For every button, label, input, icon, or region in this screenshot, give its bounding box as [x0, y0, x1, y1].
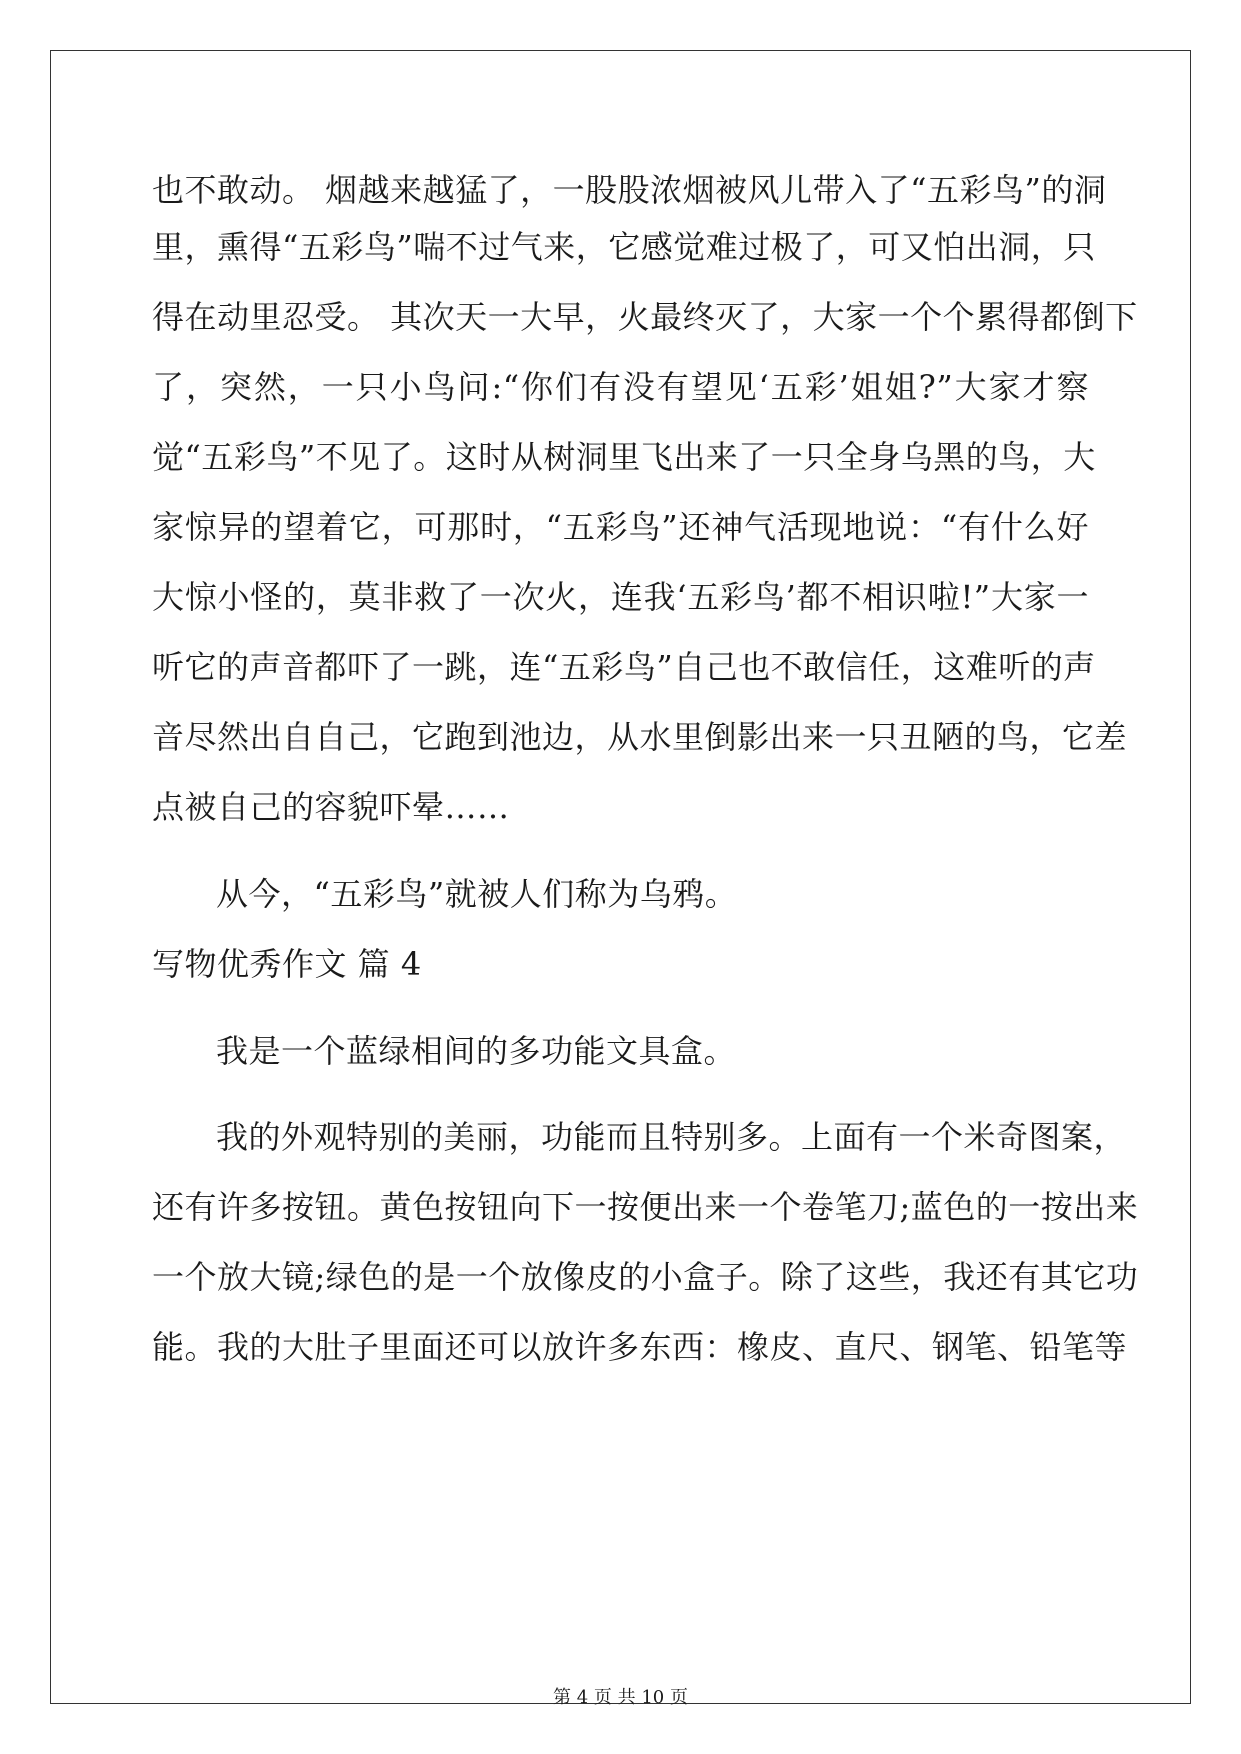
- page-number: 第 4 页 共 10 页: [553, 1687, 688, 1708]
- text-line: 点被自己的容貌吓晕……: [152, 788, 510, 826]
- paragraph-line: 我的外观特别的美丽，功能而且特别多。上面有一个米奇图案，: [216, 1118, 1127, 1156]
- text-line: 了，突然，一只小鸟问:“你们有没有望见‘五彩’姐姐?”大家才察: [152, 368, 1089, 406]
- text-line: 大惊小怪的，莫非救了一次火，连我‘五彩鸟’都不相识啦!”大家一: [152, 578, 1089, 616]
- text-line: 也不敢动。 烟越来越猛了，一股股浓烟被风儿带入了“五彩鸟”的洞: [152, 171, 1107, 209]
- text-line: 觉“五彩鸟”不见了。这时从树洞里飞出来了一只全身乌黑的鸟，大: [152, 438, 1096, 476]
- text-line: 里，熏得“五彩鸟”喘不过气来，它感觉难过极了，可又怕出洞，只: [152, 228, 1096, 266]
- text-line: 音尽然出自自己，它跑到池边，从水里倒影出来一只丑陋的鸟，它差: [152, 718, 1128, 756]
- text-line: 得在动里忍受。 其次天一大早，火最终灭了，大家一个个累得都倒下: [152, 298, 1138, 336]
- section-heading: 写物优秀作文 篇 4: [152, 945, 422, 983]
- text-line: 听它的声音都吓了一跳，连“五彩鸟”自己也不敢信任，这难听的声: [152, 648, 1096, 686]
- paragraph-line: 我是一个蓝绿相间的多功能文具盒。: [216, 1032, 737, 1070]
- text-line: 还有许多按钮。黄色按钮向下一按便出来一个卷笔刀;蓝色的一按出来: [152, 1188, 1139, 1226]
- text-line: 家惊异的望着它，可那时，“五彩鸟”还神气活现地说：“有什么好: [152, 508, 1089, 546]
- text-line: 一个放大镜;绿色的是一个放像皮的小盒子。除了这些，我还有其它功: [152, 1258, 1139, 1296]
- paragraph-line: 从今，“五彩鸟”就被人们称为乌鸦。: [216, 875, 738, 913]
- text-line: 能。我的大肚子里面还可以放许多东西：橡皮、直尺、钢笔、铅笔等: [152, 1328, 1128, 1366]
